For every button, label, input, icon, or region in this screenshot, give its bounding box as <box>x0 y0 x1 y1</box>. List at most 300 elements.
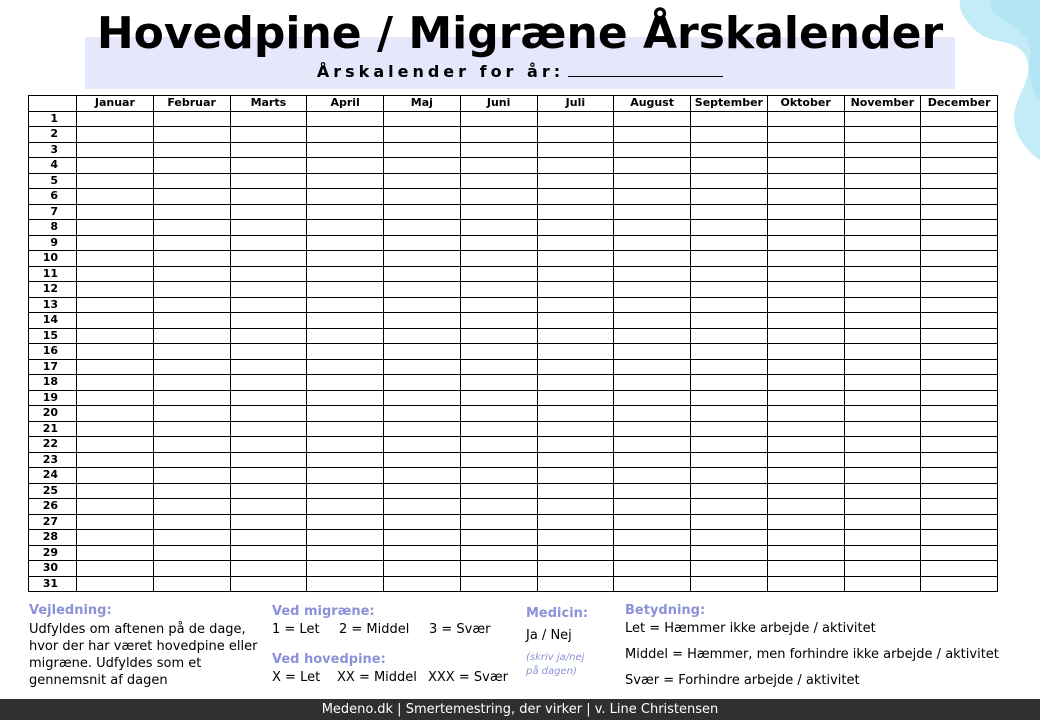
day-cell[interactable] <box>767 127 844 143</box>
day-cell[interactable] <box>460 483 537 499</box>
day-cell[interactable] <box>691 406 768 422</box>
day-cell[interactable] <box>460 359 537 375</box>
day-cell[interactable] <box>307 483 384 499</box>
day-cell[interactable] <box>384 514 461 530</box>
day-cell[interactable] <box>614 266 691 282</box>
day-cell[interactable] <box>921 282 998 298</box>
day-cell[interactable] <box>691 437 768 453</box>
day-cell[interactable] <box>77 173 154 189</box>
day-cell[interactable] <box>691 127 768 143</box>
day-cell[interactable] <box>77 158 154 174</box>
day-cell[interactable] <box>77 235 154 251</box>
day-cell[interactable] <box>384 437 461 453</box>
day-cell[interactable] <box>767 561 844 577</box>
day-cell[interactable] <box>537 499 614 515</box>
day-cell[interactable] <box>77 499 154 515</box>
day-cell[interactable] <box>384 452 461 468</box>
day-cell[interactable] <box>844 437 921 453</box>
day-cell[interactable] <box>153 561 230 577</box>
day-cell[interactable] <box>691 220 768 236</box>
day-cell[interactable] <box>230 158 307 174</box>
day-cell[interactable] <box>77 576 154 592</box>
day-cell[interactable] <box>921 220 998 236</box>
day-cell[interactable] <box>153 344 230 360</box>
day-cell[interactable] <box>537 127 614 143</box>
day-cell[interactable] <box>460 266 537 282</box>
day-cell[interactable] <box>844 266 921 282</box>
day-cell[interactable] <box>307 204 384 220</box>
day-cell[interactable] <box>153 220 230 236</box>
day-cell[interactable] <box>384 282 461 298</box>
day-cell[interactable] <box>307 545 384 561</box>
day-cell[interactable] <box>614 328 691 344</box>
day-cell[interactable] <box>230 173 307 189</box>
day-cell[interactable] <box>307 297 384 313</box>
day-cell[interactable] <box>230 437 307 453</box>
day-cell[interactable] <box>307 235 384 251</box>
day-cell[interactable] <box>844 452 921 468</box>
day-cell[interactable] <box>921 468 998 484</box>
day-cell[interactable] <box>307 530 384 546</box>
day-cell[interactable] <box>767 142 844 158</box>
day-cell[interactable] <box>921 313 998 329</box>
day-cell[interactable] <box>153 297 230 313</box>
day-cell[interactable] <box>77 111 154 127</box>
day-cell[interactable] <box>921 437 998 453</box>
day-cell[interactable] <box>77 204 154 220</box>
day-cell[interactable] <box>153 235 230 251</box>
day-cell[interactable] <box>384 344 461 360</box>
day-cell[interactable] <box>614 545 691 561</box>
day-cell[interactable] <box>767 282 844 298</box>
day-cell[interactable] <box>153 375 230 391</box>
day-cell[interactable] <box>844 297 921 313</box>
day-cell[interactable] <box>307 251 384 267</box>
day-cell[interactable] <box>384 468 461 484</box>
day-cell[interactable] <box>844 561 921 577</box>
day-cell[interactable] <box>153 483 230 499</box>
day-cell[interactable] <box>921 545 998 561</box>
day-cell[interactable] <box>384 142 461 158</box>
day-cell[interactable] <box>153 530 230 546</box>
day-cell[interactable] <box>691 204 768 220</box>
day-cell[interactable] <box>460 282 537 298</box>
day-cell[interactable] <box>844 220 921 236</box>
day-cell[interactable] <box>921 173 998 189</box>
day-cell[interactable] <box>844 406 921 422</box>
day-cell[interactable] <box>614 406 691 422</box>
day-cell[interactable] <box>614 313 691 329</box>
day-cell[interactable] <box>614 576 691 592</box>
day-cell[interactable] <box>537 406 614 422</box>
day-cell[interactable] <box>767 266 844 282</box>
day-cell[interactable] <box>384 576 461 592</box>
day-cell[interactable] <box>460 220 537 236</box>
day-cell[interactable] <box>460 111 537 127</box>
day-cell[interactable] <box>153 406 230 422</box>
day-cell[interactable] <box>460 251 537 267</box>
day-cell[interactable] <box>767 344 844 360</box>
day-cell[interactable] <box>460 390 537 406</box>
day-cell[interactable] <box>921 127 998 143</box>
day-cell[interactable] <box>921 514 998 530</box>
day-cell[interactable] <box>384 158 461 174</box>
day-cell[interactable] <box>844 359 921 375</box>
day-cell[interactable] <box>614 452 691 468</box>
day-cell[interactable] <box>307 437 384 453</box>
day-cell[interactable] <box>844 328 921 344</box>
day-cell[interactable] <box>767 406 844 422</box>
day-cell[interactable] <box>230 266 307 282</box>
day-cell[interactable] <box>614 297 691 313</box>
day-cell[interactable] <box>844 158 921 174</box>
day-cell[interactable] <box>230 359 307 375</box>
day-cell[interactable] <box>307 127 384 143</box>
day-cell[interactable] <box>844 204 921 220</box>
day-cell[interactable] <box>307 561 384 577</box>
day-cell[interactable] <box>614 204 691 220</box>
day-cell[interactable] <box>230 251 307 267</box>
day-cell[interactable] <box>153 142 230 158</box>
day-cell[interactable] <box>614 220 691 236</box>
day-cell[interactable] <box>844 235 921 251</box>
day-cell[interactable] <box>614 468 691 484</box>
day-cell[interactable] <box>384 406 461 422</box>
day-cell[interactable] <box>537 576 614 592</box>
day-cell[interactable] <box>230 282 307 298</box>
day-cell[interactable] <box>384 251 461 267</box>
day-cell[interactable] <box>153 282 230 298</box>
day-cell[interactable] <box>460 545 537 561</box>
day-cell[interactable] <box>153 576 230 592</box>
day-cell[interactable] <box>230 204 307 220</box>
day-cell[interactable] <box>460 530 537 546</box>
day-cell[interactable] <box>307 359 384 375</box>
day-cell[interactable] <box>230 406 307 422</box>
day-cell[interactable] <box>230 297 307 313</box>
day-cell[interactable] <box>691 266 768 282</box>
day-cell[interactable] <box>691 390 768 406</box>
day-cell[interactable] <box>230 111 307 127</box>
day-cell[interactable] <box>460 235 537 251</box>
day-cell[interactable] <box>614 173 691 189</box>
day-cell[interactable] <box>384 127 461 143</box>
day-cell[interactable] <box>384 266 461 282</box>
day-cell[interactable] <box>691 313 768 329</box>
day-cell[interactable] <box>384 297 461 313</box>
day-cell[interactable] <box>767 499 844 515</box>
day-cell[interactable] <box>230 514 307 530</box>
day-cell[interactable] <box>384 111 461 127</box>
day-cell[interactable] <box>77 452 154 468</box>
day-cell[interactable] <box>691 251 768 267</box>
day-cell[interactable] <box>921 499 998 515</box>
day-cell[interactable] <box>844 483 921 499</box>
day-cell[interactable] <box>307 344 384 360</box>
day-cell[interactable] <box>460 437 537 453</box>
day-cell[interactable] <box>844 251 921 267</box>
day-cell[interactable] <box>537 452 614 468</box>
day-cell[interactable] <box>384 545 461 561</box>
day-cell[interactable] <box>921 266 998 282</box>
day-cell[interactable] <box>230 127 307 143</box>
day-cell[interactable] <box>460 204 537 220</box>
day-cell[interactable] <box>460 452 537 468</box>
day-cell[interactable] <box>77 142 154 158</box>
day-cell[interactable] <box>691 561 768 577</box>
day-cell[interactable] <box>537 483 614 499</box>
day-cell[interactable] <box>767 421 844 437</box>
day-cell[interactable] <box>844 189 921 205</box>
day-cell[interactable] <box>921 189 998 205</box>
day-cell[interactable] <box>307 452 384 468</box>
day-cell[interactable] <box>767 235 844 251</box>
day-cell[interactable] <box>537 282 614 298</box>
day-cell[interactable] <box>844 545 921 561</box>
day-cell[interactable] <box>921 561 998 577</box>
day-cell[interactable] <box>767 468 844 484</box>
day-cell[interactable] <box>77 266 154 282</box>
day-cell[interactable] <box>77 375 154 391</box>
day-cell[interactable] <box>77 328 154 344</box>
day-cell[interactable] <box>230 561 307 577</box>
day-cell[interactable] <box>537 297 614 313</box>
day-cell[interactable] <box>153 127 230 143</box>
day-cell[interactable] <box>537 375 614 391</box>
day-cell[interactable] <box>767 328 844 344</box>
day-cell[interactable] <box>77 282 154 298</box>
day-cell[interactable] <box>691 158 768 174</box>
day-cell[interactable] <box>614 158 691 174</box>
day-cell[interactable] <box>691 421 768 437</box>
day-cell[interactable] <box>844 142 921 158</box>
day-cell[interactable] <box>767 545 844 561</box>
day-cell[interactable] <box>153 158 230 174</box>
day-cell[interactable] <box>307 406 384 422</box>
day-cell[interactable] <box>153 545 230 561</box>
day-cell[interactable] <box>921 111 998 127</box>
day-cell[interactable] <box>384 421 461 437</box>
day-cell[interactable] <box>921 328 998 344</box>
day-cell[interactable] <box>537 266 614 282</box>
day-cell[interactable] <box>691 189 768 205</box>
day-cell[interactable] <box>844 390 921 406</box>
day-cell[interactable] <box>921 142 998 158</box>
day-cell[interactable] <box>844 344 921 360</box>
day-cell[interactable] <box>537 390 614 406</box>
day-cell[interactable] <box>921 406 998 422</box>
day-cell[interactable] <box>921 158 998 174</box>
day-cell[interactable] <box>307 158 384 174</box>
day-cell[interactable] <box>384 173 461 189</box>
day-cell[interactable] <box>537 421 614 437</box>
day-cell[interactable] <box>460 158 537 174</box>
day-cell[interactable] <box>153 359 230 375</box>
day-cell[interactable] <box>77 313 154 329</box>
day-cell[interactable] <box>230 483 307 499</box>
day-cell[interactable] <box>614 437 691 453</box>
day-cell[interactable] <box>230 452 307 468</box>
day-cell[interactable] <box>844 173 921 189</box>
day-cell[interactable] <box>844 111 921 127</box>
day-cell[interactable] <box>767 313 844 329</box>
day-cell[interactable] <box>614 483 691 499</box>
day-cell[interactable] <box>77 530 154 546</box>
day-cell[interactable] <box>77 390 154 406</box>
day-cell[interactable] <box>844 514 921 530</box>
day-cell[interactable] <box>767 189 844 205</box>
day-cell[interactable] <box>844 375 921 391</box>
day-cell[interactable] <box>77 421 154 437</box>
day-cell[interactable] <box>384 328 461 344</box>
day-cell[interactable] <box>460 189 537 205</box>
day-cell[interactable] <box>153 251 230 267</box>
day-cell[interactable] <box>460 406 537 422</box>
day-cell[interactable] <box>614 375 691 391</box>
day-cell[interactable] <box>537 313 614 329</box>
day-cell[interactable] <box>77 483 154 499</box>
day-cell[interactable] <box>614 251 691 267</box>
day-cell[interactable] <box>384 313 461 329</box>
day-cell[interactable] <box>230 390 307 406</box>
day-cell[interactable] <box>537 530 614 546</box>
day-cell[interactable] <box>460 375 537 391</box>
day-cell[interactable] <box>691 111 768 127</box>
day-cell[interactable] <box>384 483 461 499</box>
day-cell[interactable] <box>153 189 230 205</box>
day-cell[interactable] <box>767 251 844 267</box>
day-cell[interactable] <box>153 313 230 329</box>
day-cell[interactable] <box>921 359 998 375</box>
day-cell[interactable] <box>614 127 691 143</box>
day-cell[interactable] <box>307 220 384 236</box>
day-cell[interactable] <box>691 297 768 313</box>
day-cell[interactable] <box>230 421 307 437</box>
day-cell[interactable] <box>384 530 461 546</box>
day-cell[interactable] <box>614 235 691 251</box>
day-cell[interactable] <box>614 189 691 205</box>
day-cell[interactable] <box>767 359 844 375</box>
day-cell[interactable] <box>537 142 614 158</box>
day-cell[interactable] <box>230 142 307 158</box>
day-cell[interactable] <box>537 251 614 267</box>
day-cell[interactable] <box>921 251 998 267</box>
day-cell[interactable] <box>230 545 307 561</box>
day-cell[interactable] <box>460 142 537 158</box>
day-cell[interactable] <box>307 328 384 344</box>
day-cell[interactable] <box>77 189 154 205</box>
day-cell[interactable] <box>384 375 461 391</box>
day-cell[interactable] <box>921 344 998 360</box>
day-cell[interactable] <box>537 437 614 453</box>
day-cell[interactable] <box>230 328 307 344</box>
day-cell[interactable] <box>307 173 384 189</box>
day-cell[interactable] <box>460 328 537 344</box>
day-cell[interactable] <box>153 499 230 515</box>
day-cell[interactable] <box>614 530 691 546</box>
day-cell[interactable] <box>614 111 691 127</box>
day-cell[interactable] <box>230 189 307 205</box>
day-cell[interactable] <box>767 530 844 546</box>
day-cell[interactable] <box>691 142 768 158</box>
day-cell[interactable] <box>77 561 154 577</box>
day-cell[interactable] <box>537 111 614 127</box>
day-cell[interactable] <box>460 421 537 437</box>
day-cell[interactable] <box>614 390 691 406</box>
day-cell[interactable] <box>537 344 614 360</box>
day-cell[interactable] <box>230 530 307 546</box>
day-cell[interactable] <box>921 576 998 592</box>
day-cell[interactable] <box>384 359 461 375</box>
day-cell[interactable] <box>691 328 768 344</box>
day-cell[interactable] <box>153 111 230 127</box>
day-cell[interactable] <box>691 576 768 592</box>
day-cell[interactable] <box>153 173 230 189</box>
day-cell[interactable] <box>460 499 537 515</box>
day-cell[interactable] <box>844 421 921 437</box>
day-cell[interactable] <box>153 468 230 484</box>
day-cell[interactable] <box>384 235 461 251</box>
day-cell[interactable] <box>614 499 691 515</box>
day-cell[interactable] <box>460 313 537 329</box>
day-cell[interactable] <box>153 421 230 437</box>
day-cell[interactable] <box>921 390 998 406</box>
day-cell[interactable] <box>844 282 921 298</box>
day-cell[interactable] <box>384 189 461 205</box>
day-cell[interactable] <box>537 173 614 189</box>
day-cell[interactable] <box>307 421 384 437</box>
day-cell[interactable] <box>691 173 768 189</box>
day-cell[interactable] <box>77 514 154 530</box>
day-cell[interactable] <box>537 514 614 530</box>
day-cell[interactable] <box>691 530 768 546</box>
day-cell[interactable] <box>77 545 154 561</box>
day-cell[interactable] <box>537 189 614 205</box>
day-cell[interactable] <box>153 437 230 453</box>
day-cell[interactable] <box>537 235 614 251</box>
day-cell[interactable] <box>77 468 154 484</box>
day-cell[interactable] <box>844 313 921 329</box>
day-cell[interactable] <box>384 561 461 577</box>
day-cell[interactable] <box>691 282 768 298</box>
day-cell[interactable] <box>77 437 154 453</box>
day-cell[interactable] <box>307 468 384 484</box>
day-cell[interactable] <box>384 204 461 220</box>
day-cell[interactable] <box>614 421 691 437</box>
day-cell[interactable] <box>153 266 230 282</box>
day-cell[interactable] <box>844 127 921 143</box>
day-cell[interactable] <box>77 127 154 143</box>
day-cell[interactable] <box>153 204 230 220</box>
day-cell[interactable] <box>460 173 537 189</box>
day-cell[interactable] <box>614 561 691 577</box>
day-cell[interactable] <box>230 313 307 329</box>
day-cell[interactable] <box>844 468 921 484</box>
day-cell[interactable] <box>460 576 537 592</box>
day-cell[interactable] <box>691 452 768 468</box>
day-cell[interactable] <box>537 328 614 344</box>
day-cell[interactable] <box>384 499 461 515</box>
day-cell[interactable] <box>537 220 614 236</box>
day-cell[interactable] <box>767 220 844 236</box>
day-cell[interactable] <box>767 483 844 499</box>
day-cell[interactable] <box>307 576 384 592</box>
day-cell[interactable] <box>767 297 844 313</box>
day-cell[interactable] <box>77 344 154 360</box>
day-cell[interactable] <box>307 111 384 127</box>
day-cell[interactable] <box>537 204 614 220</box>
day-cell[interactable] <box>767 204 844 220</box>
